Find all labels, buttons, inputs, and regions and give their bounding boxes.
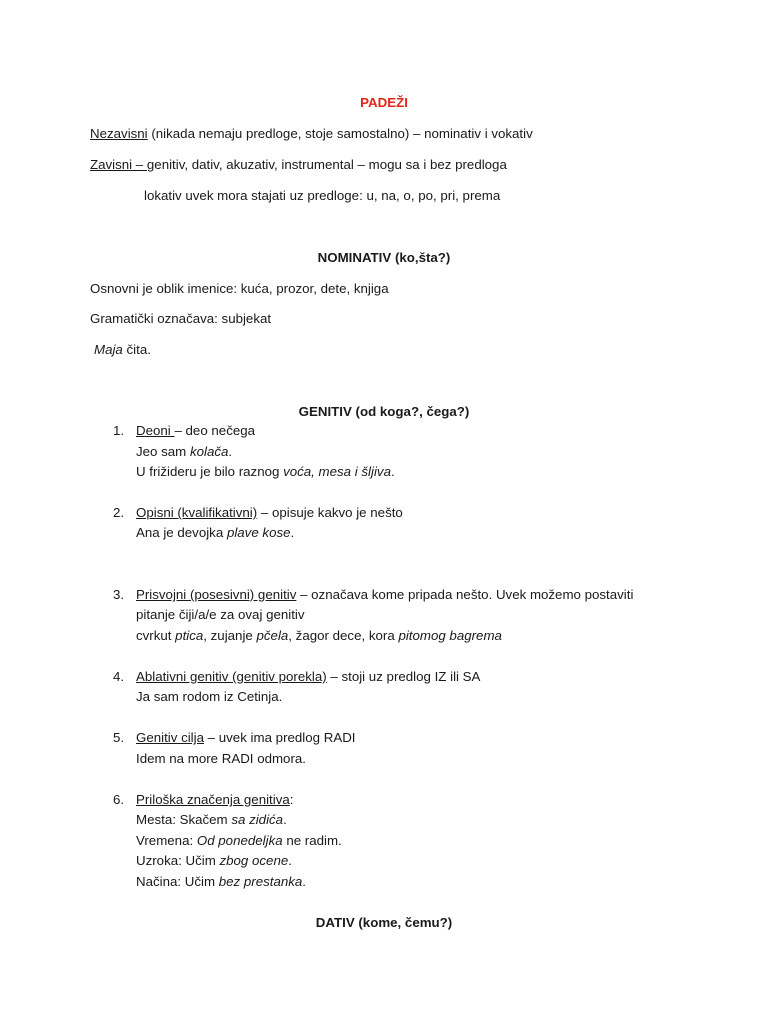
item-desc-continued: pitanje čiji/a/e za ovaj genitiv (136, 607, 305, 622)
item-desc: – opisuje kakvo je nešto (257, 505, 403, 520)
nezavisni-text: (nikada nemaju predloge, stoje samostalno) – nominativ i vokativ (147, 126, 533, 141)
item-example: cvrkut ptica, zujanje pčela, žagor dece, kora pitomog bagrema (136, 628, 502, 643)
nominativ-example (94, 341, 151, 359)
item-term: Priloška značenja genitiva (136, 792, 290, 807)
example-predicate: čita. (122, 342, 151, 357)
page-title: PADEŽI (360, 95, 408, 110)
item-heading (136, 791, 293, 809)
zavisni-text: genitiv, dativ, akuzativ, instrumental – mogu sa i bez predloga (146, 157, 507, 172)
item-example-uzroka: Uzroka: Učim zbog ocene. (136, 853, 292, 868)
item-heading (136, 586, 633, 604)
item-example-mesta: Mesta: Skačem sa zidića. (136, 812, 287, 827)
zavisni-line (90, 156, 507, 174)
item-desc: – deo nečega (174, 423, 256, 438)
item-term: Opisni (kvalifikativni) (136, 505, 258, 520)
nominativ-line-1: Osnovni je oblik imenice: kuća, prozor, dete, knjiga (90, 281, 389, 296)
item-example: Ana je devojka plave kose. (136, 525, 295, 540)
item-term: Deoni (136, 423, 175, 438)
item-desc: : (289, 792, 294, 807)
list-number: 5. (113, 730, 125, 745)
example-subject: Maja (94, 342, 123, 357)
list-number: 2. (113, 505, 125, 520)
item-desc: – uvek ima predlog RADI (203, 730, 356, 745)
list-number: 1. (113, 423, 125, 438)
item-example-vremena: Vremena: Od ponedeljka ne radim. (136, 833, 342, 848)
item-desc: – stoji uz predlog IZ ili SA (326, 669, 481, 684)
list-number: 6. (113, 792, 125, 807)
nezavisni-line (90, 125, 533, 143)
lokativ-line: lokativ uvek mora stajati uz predloge: u, na, o, po, pri, prema (144, 188, 501, 203)
item-example: Jeo sam kolača. (136, 444, 233, 459)
item-example-nacina: Načina: Učim bez prestanka. (136, 874, 306, 889)
zavisni-term: Zavisni – (90, 157, 147, 172)
item-heading (136, 422, 255, 440)
item-heading (136, 729, 356, 747)
nominativ-line-2: Gramatički označava: subjekat (90, 311, 272, 326)
item-heading (136, 504, 403, 522)
item-term: Ablativni genitiv (genitiv porekla) (136, 669, 327, 684)
genitiv-heading: GENITIV (od koga?, čega?) (298, 404, 470, 419)
item-term: Genitiv cilja (136, 730, 204, 745)
nominativ-heading: NOMINATIV (ko,šta?) (317, 250, 451, 265)
list-number: 4. (113, 669, 125, 684)
item-heading (136, 668, 480, 686)
item-term: Prisvojni (posesivni) genitiv (136, 587, 297, 602)
item-desc: – označava kome pripada nešto. Uvek možemo postaviti (296, 587, 634, 602)
nezavisni-term: Nezavisni (90, 126, 148, 141)
item-example: Idem na more RADI odmora. (136, 751, 306, 766)
dativ-heading: DATIV (kome, čemu?) (315, 915, 453, 930)
item-example: Ja sam rodom iz Cetinja. (136, 689, 283, 704)
item-example: U frižideru je bilo raznog voća, mesa i šljiva. (136, 464, 395, 479)
list-number: 3. (113, 587, 125, 602)
